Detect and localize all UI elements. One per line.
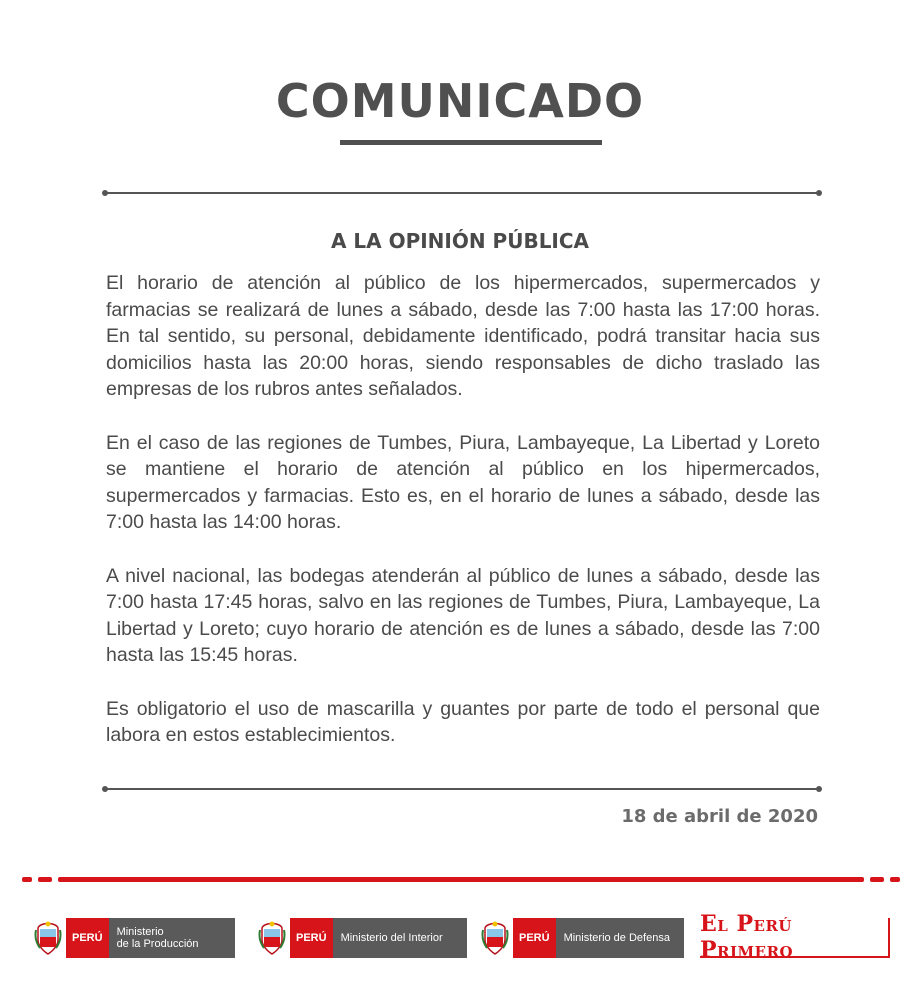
page-title: COMUNICADO bbox=[275, 74, 645, 128]
bottom-divider bbox=[104, 788, 820, 790]
peru-tag: PERÚ bbox=[290, 918, 333, 958]
red-separator-line bbox=[58, 877, 864, 882]
paragraph-1: El horario de atención al público de los hipermercados, supermercados y farmacias se realizará de lunes a sábado, desde las 7:00 hasta las 17:00 horas. En tal sentido, su personal, debidamente identificado, podrá transitar hacia sus domicilios hasta las 20:00 horas, siendo responsables de dicho traslado las empresas de los rubros antes señalados. bbox=[106, 272, 820, 400]
red-dash-left-2 bbox=[38, 877, 52, 882]
ministry-label: Ministerio de Defensa bbox=[556, 918, 684, 958]
red-dash-right-1 bbox=[870, 877, 884, 882]
peru-coat-of-arms-icon bbox=[481, 920, 509, 956]
subtitle: A LA OPINIÓN PÚBLICA bbox=[330, 229, 590, 253]
logo-ministerio-interior bbox=[258, 918, 467, 958]
red-dash-left-1 bbox=[22, 877, 32, 882]
ministry-line-2: de la Producción bbox=[116, 938, 199, 950]
peru-tag: PERÚ bbox=[513, 918, 556, 958]
logo-ministerio-produccion bbox=[34, 918, 235, 958]
communique-body bbox=[106, 270, 820, 776]
el-peru-primero-logo bbox=[700, 911, 890, 963]
top-divider bbox=[104, 192, 820, 194]
footer bbox=[0, 912, 920, 962]
paragraph-3: A nivel nacional, las bodegas atenderán al público de lunes a sábado, desde las 7:00 hasta 17:45 horas, salvo en las regiones de Tumbes, Piura, Lambayeque, La Libertad y Loreto; cuyo horario de atención es de lunes a sábado, desde las 7:00 hasta las 15:45 horas. bbox=[106, 564, 820, 666]
slogan-text: El Perú Primero bbox=[700, 911, 794, 963]
ministry-label: Ministerio del Interior bbox=[333, 918, 467, 958]
title-underline bbox=[340, 140, 602, 145]
peru-coat-of-arms-icon bbox=[258, 920, 286, 956]
logo-ministerio-defensa bbox=[481, 918, 684, 958]
red-dash-right-2 bbox=[890, 877, 900, 882]
ministry-label bbox=[109, 918, 235, 958]
publication-date: 18 de abril de 2020 bbox=[621, 806, 818, 827]
peru-coat-of-arms-icon bbox=[34, 920, 62, 956]
paragraph-4: Es obligatorio el uso de mascarilla y guantes por parte de todo el personal que labora en estos establecimientos. bbox=[106, 697, 820, 746]
ministry-line-1: Ministerio bbox=[116, 926, 164, 938]
peru-tag: PERÚ bbox=[66, 918, 109, 958]
paragraph-2: En el caso de las regiones de Tumbes, Piura, Lambayeque, La Libertad y Loreto se mantiene el horario de atención al público en los hipermercados, supermercados y farmacias. Esto es, en el horario de lunes a sábado, desde las 7:00 hasta las 14:00 horas. bbox=[106, 431, 820, 533]
